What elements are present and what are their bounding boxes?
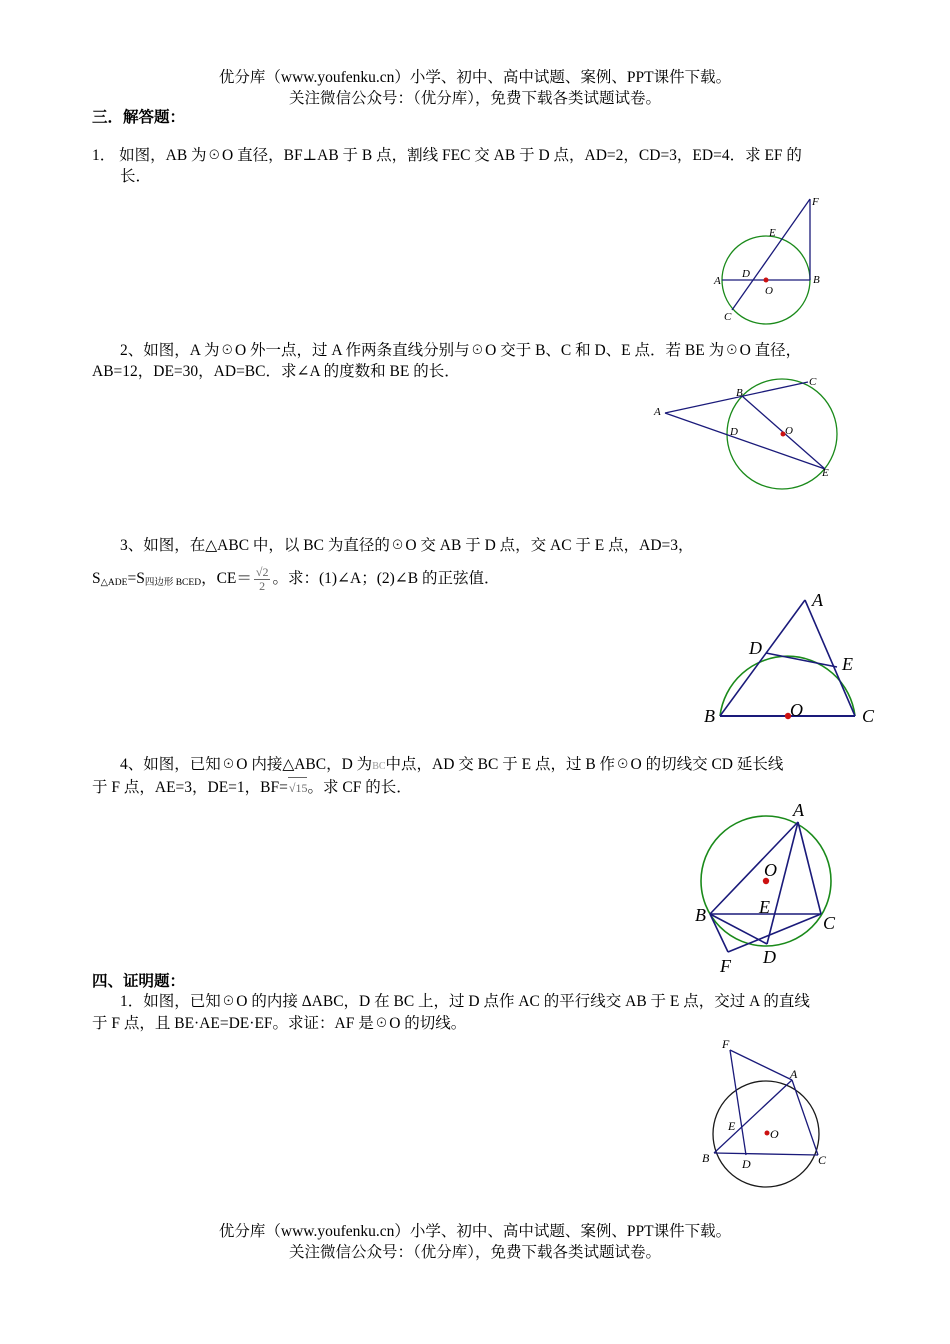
q3-3-rest: 。求：(1)∠A；(2)∠B 的正弦值． <box>272 570 500 588</box>
section-4-title: 四、证明题： <box>92 973 186 990</box>
label-a: A <box>654 406 661 418</box>
label-e: E <box>842 654 853 674</box>
label-c: C <box>823 913 836 933</box>
figure-1 <box>700 190 840 330</box>
label-e: E <box>822 467 829 479</box>
label-a: A <box>793 800 804 820</box>
arc-bc: BC <box>372 761 386 772</box>
figure-2 <box>650 372 850 497</box>
label-b: B <box>695 905 706 925</box>
s-left: S <box>92 570 101 588</box>
q3-2-line-1: 2、如图，A 为☉O 外一点，过 A 作两条直线分别与☉O 交于 B、C 和 D、E 点．若 BE 为☉O 直径， <box>120 342 802 359</box>
center-dot <box>764 278 769 283</box>
line-bf <box>710 914 728 952</box>
s-eq: =S <box>127 570 145 588</box>
frac-num: √2 <box>255 565 269 579</box>
ce-label: ，CE＝ <box>201 570 252 588</box>
s-left-sub: △ADE <box>100 578 128 589</box>
figure-3 <box>700 588 890 728</box>
figure-5 <box>690 1030 840 1190</box>
label-a: A <box>714 275 721 287</box>
label-b: B <box>704 706 715 726</box>
q3-4-line-2-b: 。求 CF 的长． <box>307 779 412 796</box>
label-f: F <box>722 1037 730 1051</box>
s-right-sub: 四边形 BCED <box>144 578 202 589</box>
semicircle-o <box>720 656 855 716</box>
header-line-1: 优分库（www.youfenku.cn）小学、初中、高中试题、案例、PPT课件下载。 <box>218 69 732 86</box>
label-d: D <box>742 268 750 280</box>
q3-2-line-2: AB=12，DE=30，AD=BC．求∠A 的度数和 BE 的长． <box>92 363 460 380</box>
label-b: B <box>702 1151 710 1165</box>
label-o: O <box>770 1127 779 1141</box>
q3-4-line-2 <box>92 777 412 798</box>
label-b: B <box>813 274 820 286</box>
line-ae <box>665 413 825 469</box>
ce-fraction <box>254 566 271 593</box>
label-c: C <box>809 376 817 388</box>
frac-den: 2 <box>259 579 266 593</box>
line-fa <box>730 1050 792 1080</box>
line-bc <box>714 1153 818 1155</box>
label-e: E <box>769 227 776 239</box>
header-line-2: 关注微信公众号：（优分库），免费下载各类试题试卷。 <box>288 90 661 107</box>
q3-1-line-1: 1． 如图，AB 为☉O 直径，BF⊥AB 于 B 点，割线 FEC 交 AB 于 D 点，AD=2，CD=3，ED=4．求 EF 的 <box>92 147 802 164</box>
line-ab <box>714 1080 792 1153</box>
line-de <box>766 653 837 667</box>
label-d: D <box>742 1157 751 1171</box>
label-o: O <box>765 285 773 297</box>
label-o: O <box>785 425 793 437</box>
label-c: C <box>818 1153 827 1167</box>
label-a: A <box>812 590 823 610</box>
label-f: F <box>720 956 731 976</box>
label-d: D <box>763 947 776 967</box>
label-o: O <box>790 700 803 720</box>
label-b: B <box>736 387 743 399</box>
q4-1-line-1: 1．如图，已知☉O 的内接 ΔABC，D 在 BC 上，过 D 点作 AC 的平行线交 AB 于 E 点，交过 A 的直线 <box>120 993 810 1010</box>
sqrt-15: √15 <box>288 777 308 798</box>
figure-4 <box>690 798 880 978</box>
label-d: D <box>730 426 738 438</box>
q3-4-line-1 <box>120 755 783 777</box>
sqrt-value: 15 <box>295 781 308 795</box>
q3-3-line-1: 3、如图，在△ABC 中，以 BC 为直径的☉O 交 AB 于 D 点，交 AC 于 E 点，AD=3， <box>120 537 694 554</box>
q3-4-line-1-b: 中点，AD 交 BC 于 E 点，过 B 作☉O 的切线交 CD 延长线 <box>385 756 784 773</box>
footer-line-2: 关注微信公众号：（优分库），免费下载各类试题试卷。 <box>288 1244 661 1261</box>
line-ac <box>792 1080 818 1155</box>
q3-1-line-2: 长． <box>120 168 152 185</box>
line-ac <box>798 822 821 914</box>
line-fd <box>730 1050 746 1155</box>
q4-1-line-2: 于 F 点，且 BE·AE=DE·EF。求证：AF 是☉O 的切线。 <box>92 1015 467 1032</box>
label-c: C <box>862 706 875 726</box>
label-c: C <box>724 311 732 323</box>
center-dot <box>765 1131 770 1136</box>
q3-3-line-2 <box>92 566 500 593</box>
label-f: F <box>812 196 819 208</box>
label-e: E <box>759 897 770 917</box>
q3-4-line-1-a: 4、如图，已知☉O 内接△ABC，D 为 <box>120 756 373 773</box>
section-3-title: 三．解答题： <box>92 109 186 126</box>
label-a: A <box>790 1067 798 1081</box>
footer-line-1: 优分库（www.youfenku.cn）小学、初中、高中试题、案例、PPT课件下载。 <box>218 1223 732 1240</box>
q3-4-line-2-a: 于 F 点，AE=3，DE=1，BF= <box>92 779 288 796</box>
label-d: D <box>749 638 762 658</box>
label-e: E <box>728 1119 736 1133</box>
line-ab <box>710 822 798 914</box>
label-o: O <box>764 860 777 880</box>
